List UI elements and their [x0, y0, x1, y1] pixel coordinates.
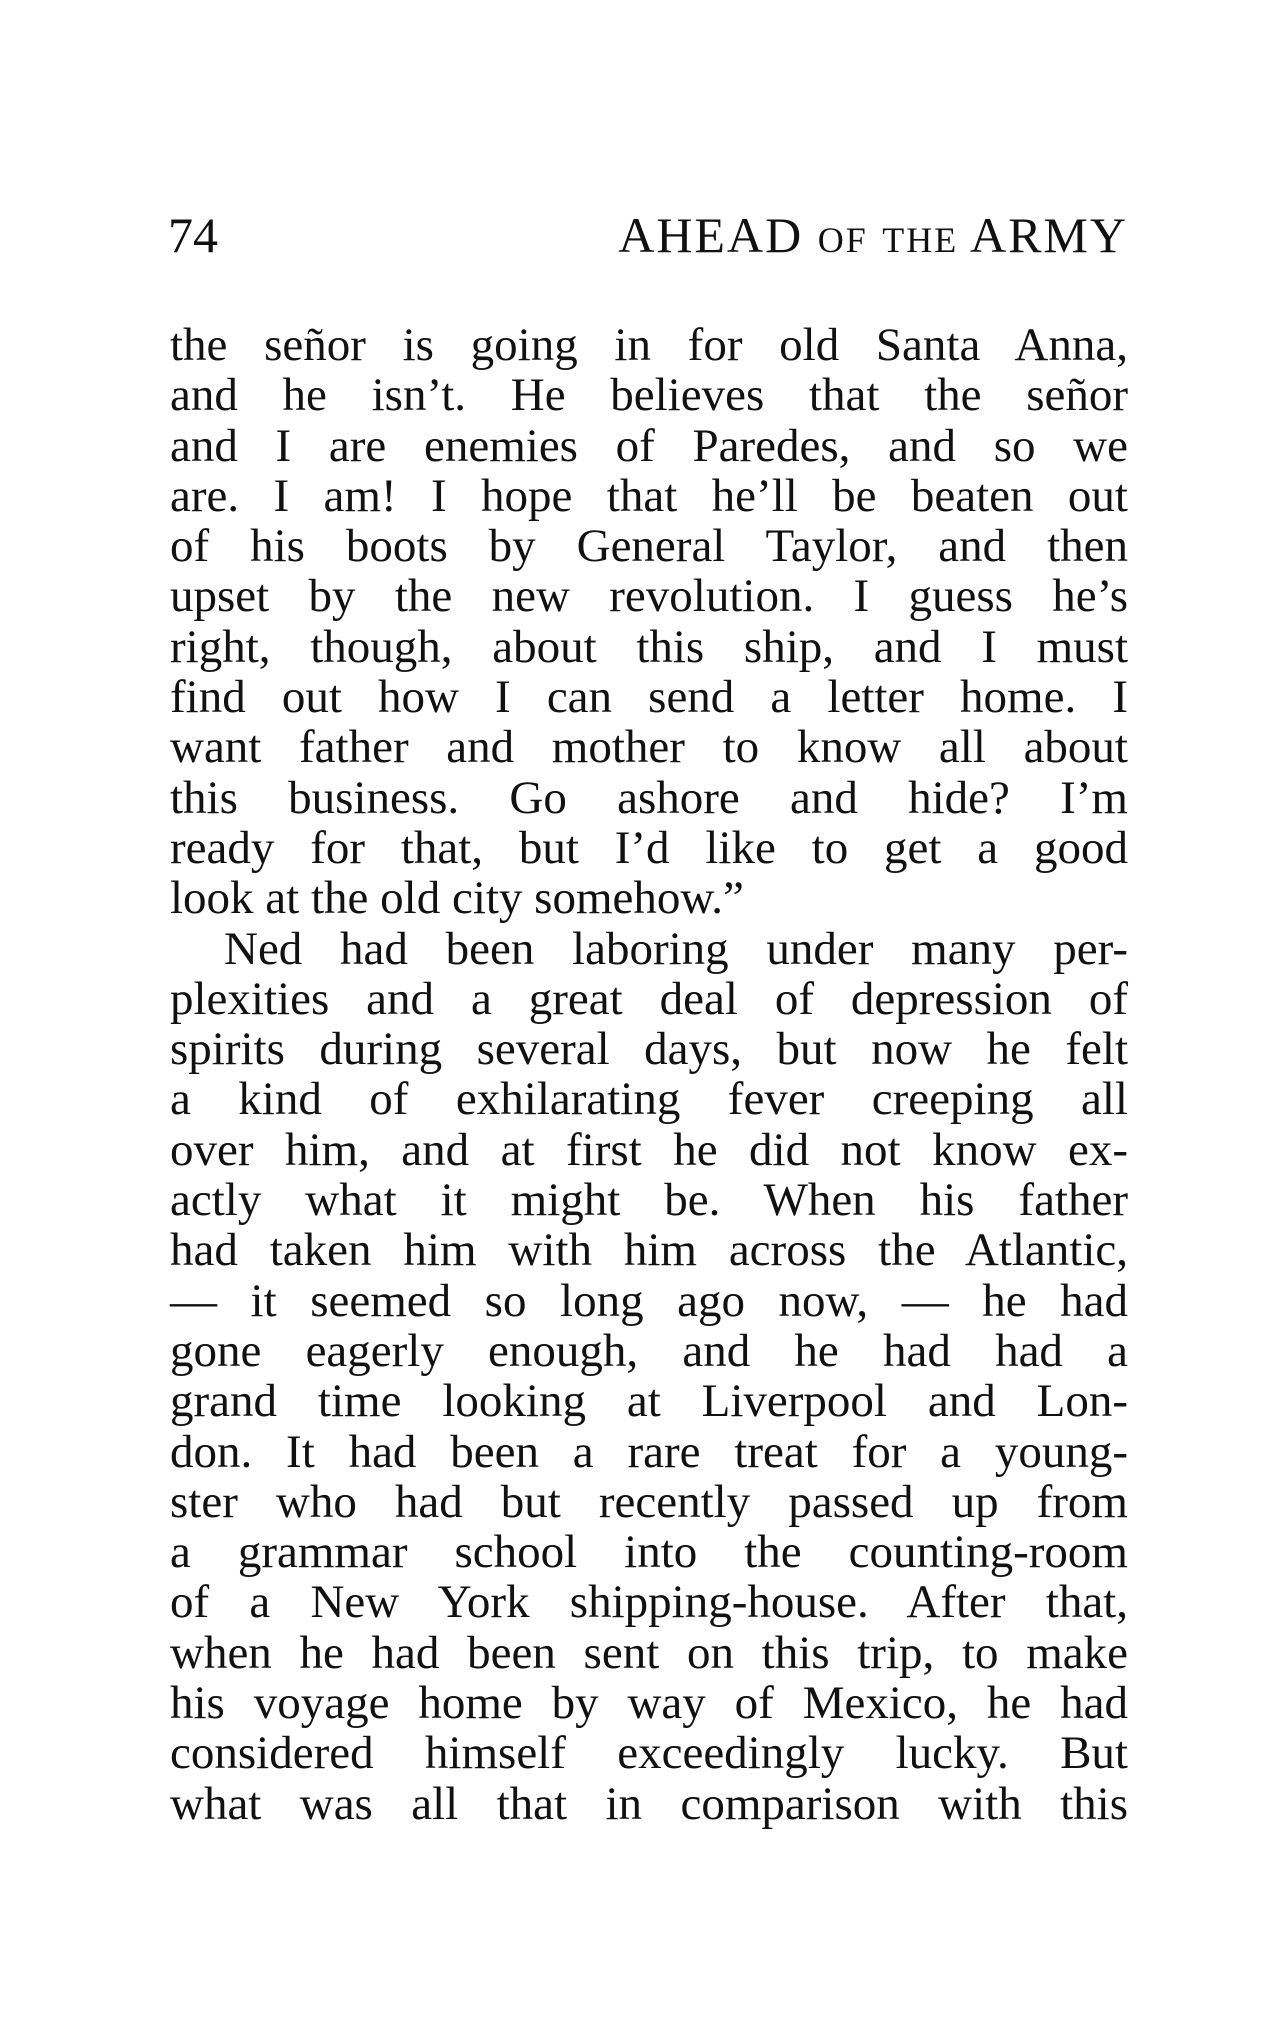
text-line: grand time looking at Liverpool and Lon- — [170, 1375, 1128, 1428]
body-text — [170, 320, 1128, 1829]
text-line: the señor is going in for old Santa Anna, — [170, 319, 1128, 371]
text-line: actly what it might be. When his father — [170, 1174, 1128, 1227]
title-word: ARMY — [969, 207, 1128, 263]
text-line: right, though, about this ship, and I must — [170, 620, 1128, 673]
text-line: gone eagerly enough, and he had had a — [170, 1324, 1128, 1377]
title-word: OF — [817, 220, 868, 260]
text-line: and he isn’t. He believes that the señor — [170, 369, 1128, 422]
text-line: — it seemed so long ago now, — he had — [170, 1274, 1128, 1327]
text-line: are. I am! I hope that he’ll be beaten out — [170, 469, 1128, 522]
text-line: over him, and at first he did not know ex- — [170, 1123, 1128, 1176]
page-number: 74 — [168, 207, 218, 263]
text-line: want father and mother to know all about — [170, 721, 1128, 774]
text-line: ster who had but recently passed up from — [170, 1475, 1128, 1528]
running-title — [447, 204, 1128, 271]
text-line: plexities and a great deal of depression of — [170, 972, 1128, 1025]
text-line: considered himself exceedingly lucky. But — [170, 1727, 1128, 1780]
text-line: what was all that in comparison with this — [170, 1777, 1128, 1830]
text-line: ready for that, but I’d like to get a good — [170, 821, 1128, 874]
text-line: this business. Go ashore and hide? I’m — [170, 771, 1128, 824]
text-line: of a New York shipping-house. After that, — [170, 1576, 1128, 1629]
text-line: don. It had been a rare treat for a young- — [170, 1425, 1128, 1478]
text-line: and I are enemies of Paredes, and so we — [170, 419, 1128, 472]
text-line: look at the old city somehow.” — [170, 872, 744, 925]
text-line: a grammar school into the counting-room — [170, 1526, 1128, 1579]
title-word: AHEAD — [618, 207, 804, 263]
text-line: had taken him with him across the Atlantic, — [170, 1224, 1128, 1277]
title-word: THE — [882, 220, 959, 260]
text-line: Ned had been laboring under many per- — [224, 922, 1128, 975]
text-line: upset by the new revolution. I guess he’s — [170, 570, 1128, 623]
text-line: when he had been sent on this trip, to make — [170, 1626, 1128, 1679]
text-line: a kind of exhilarating fever creeping all — [170, 1073, 1128, 1126]
text-line: of his boots by General Taylor, and then — [170, 520, 1128, 573]
text-line: find out how I can send a letter home. I — [170, 671, 1128, 724]
running-header — [168, 204, 1128, 266]
text-line: spirits during several days, but now he felt — [170, 1023, 1128, 1076]
text-line: his voyage home by way of Mexico, he had — [170, 1677, 1128, 1730]
